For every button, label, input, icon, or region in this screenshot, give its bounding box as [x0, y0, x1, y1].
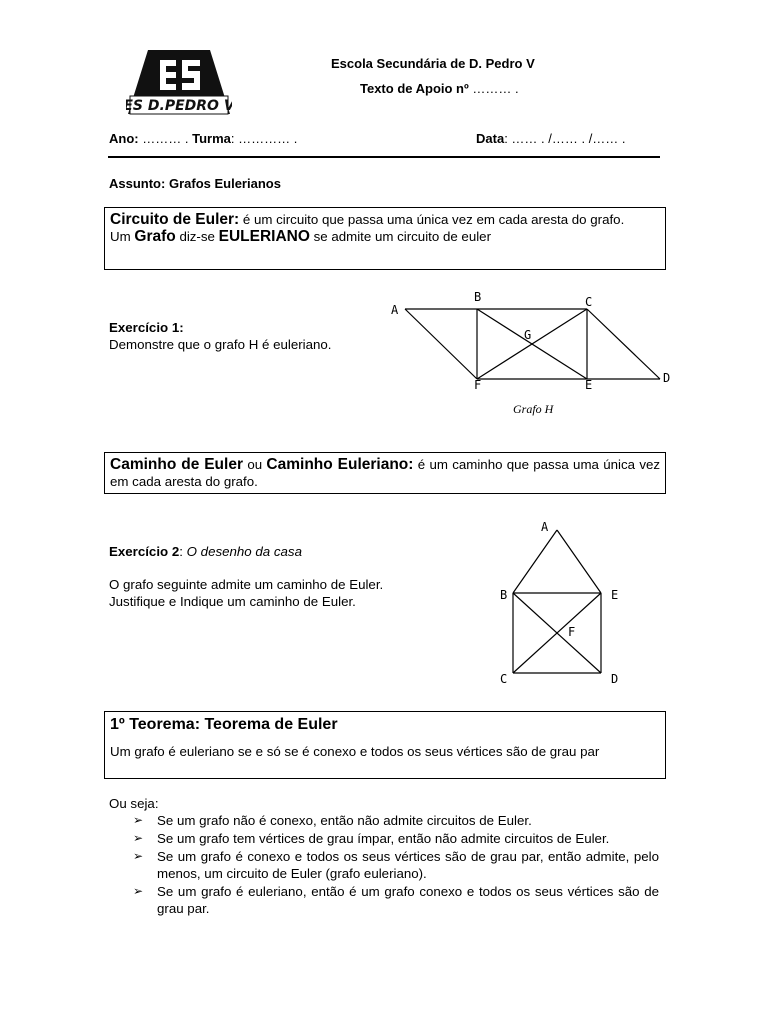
- vertex-label-g: G: [524, 328, 532, 342]
- graph-h-caption: Grafo H: [513, 402, 554, 416]
- school-logo: [126, 48, 232, 116]
- house-vertex-e: E: [611, 588, 619, 602]
- ou-seja-label: Ou seja:: [109, 796, 159, 811]
- doc-label: Texto de Apoio nº: [360, 81, 469, 96]
- word-euleriano: EULERIANO: [218, 228, 310, 245]
- vertex-label-b: B: [474, 290, 482, 304]
- house-vertex-d: D: [611, 672, 619, 686]
- definition-circuit-body: é um circuito que passa uma única vez em cada aresta do grafo.: [242, 212, 625, 227]
- exercise2-title-line: [109, 543, 383, 560]
- exercise2-title: Exercício 2: [109, 544, 180, 559]
- data-value: : …… . /…… . /…… .: [504, 131, 626, 146]
- theorem-box: [104, 711, 666, 779]
- exercise2-line2: Justifique e Indique um caminho de Euler.: [109, 594, 356, 609]
- ano-field: [109, 131, 297, 146]
- logo-text: ES D.PEDRO V: [126, 98, 232, 114]
- definition-circuit-text: [110, 211, 660, 228]
- theorem-text: Um grafo é euleriano se e só se é conexo e todos os seus vértices são de grau par: [110, 744, 600, 759]
- house-vertex-a: A: [541, 520, 549, 534]
- doc-number: ……… .: [472, 81, 519, 96]
- vertex-label-a: A: [391, 303, 399, 317]
- house-graph: [490, 515, 630, 700]
- word-ou: ou: [247, 457, 263, 472]
- definition-eulerian-rest: se admite um circuito de euler: [313, 229, 491, 244]
- word-grafo: Grafo: [134, 228, 176, 245]
- list-item-text: Se um grafo é euleriano, então é um grafo conexo e todos os seus vértices são de grau par.: [157, 884, 659, 916]
- arrow-bullet-icon: ➢: [133, 849, 144, 863]
- edge-a-b: [513, 530, 557, 593]
- list-item: [133, 812, 659, 829]
- list-item-text: Se um grafo tem vértices de grau ímpar, então não admite circuitos de Euler.: [157, 831, 610, 846]
- definition-circuit-box: [104, 207, 666, 270]
- graph-h: [380, 285, 680, 430]
- theorem-title: 1º Teorema: Teorema de Euler: [110, 716, 338, 733]
- ano-value: ……… .: [142, 131, 189, 146]
- exercise2-colon: :: [179, 544, 183, 559]
- doc-title: [360, 81, 519, 96]
- word-diz-se: diz-se: [179, 229, 215, 244]
- subject-line: [109, 176, 281, 191]
- definition-path-box: [104, 452, 666, 494]
- term-caminho-euler: Caminho de Euler: [110, 456, 243, 473]
- house-vertex-f: F: [568, 625, 576, 639]
- term-caminho-euleriano: Caminho Euleriano:: [266, 456, 414, 473]
- arrow-bullet-icon: ➢: [133, 884, 144, 898]
- exercise2: [109, 543, 383, 610]
- list-item-text: Se um grafo não é conexo, então não admite circuitos de Euler.: [157, 813, 532, 828]
- ou-seja-section: [109, 795, 659, 918]
- exercise2-subtitle: O desenho da casa: [186, 544, 302, 559]
- arrow-bullet-icon: ➢: [133, 831, 144, 845]
- definition-eulerian-line: [110, 228, 660, 245]
- ano-label: Ano:: [109, 131, 139, 146]
- vertex-label-c: C: [585, 295, 593, 309]
- list-item: [133, 830, 659, 847]
- turma-value: : ………… .: [230, 131, 298, 146]
- list-item: [133, 848, 659, 882]
- arrow-bullet-icon: ➢: [133, 813, 144, 827]
- vertex-label-e: E: [585, 378, 593, 392]
- exercise1-title: Exercício 1:: [109, 320, 184, 335]
- house-vertex-c: C: [500, 672, 508, 686]
- list-item: [133, 883, 659, 917]
- consequences-list: [133, 812, 659, 917]
- vertex-label-d: D: [663, 371, 671, 385]
- edge-a-e: [557, 530, 601, 593]
- vertex-label-f: F: [474, 378, 482, 392]
- exercise2-line1: O grafo seguinte admite um caminho de Euler.: [109, 577, 384, 592]
- subject-value: Grafos Eulerianos: [168, 176, 281, 191]
- term-circuit: Circuito de Euler:: [110, 211, 240, 228]
- word-um: Um: [110, 229, 131, 244]
- header-rule: [108, 156, 660, 158]
- turma-label: Turma: [192, 131, 231, 146]
- exercise1: [109, 319, 331, 353]
- exercise1-text: Demonstre que o grafo H é euleriano.: [109, 337, 332, 352]
- school-name: Escola Secundária de D. Pedro V: [331, 56, 535, 71]
- data-label: Data: [476, 131, 505, 146]
- definition-path-body: é um caminho que passa uma única vez em cada aresta do grafo.: [110, 457, 661, 489]
- data-field: [476, 131, 626, 146]
- subject-label: Assunto:: [109, 176, 166, 191]
- edge-c-d: [587, 309, 660, 379]
- edge-a-f: [405, 309, 477, 379]
- list-item-text: Se um grafo é conexo e todos os seus vértices são de grau par, então admite, pelo menos, um circuito de Euler (grafo euleriano).: [157, 849, 659, 881]
- house-vertex-b: B: [500, 588, 508, 602]
- definition-path-text: [110, 456, 660, 490]
